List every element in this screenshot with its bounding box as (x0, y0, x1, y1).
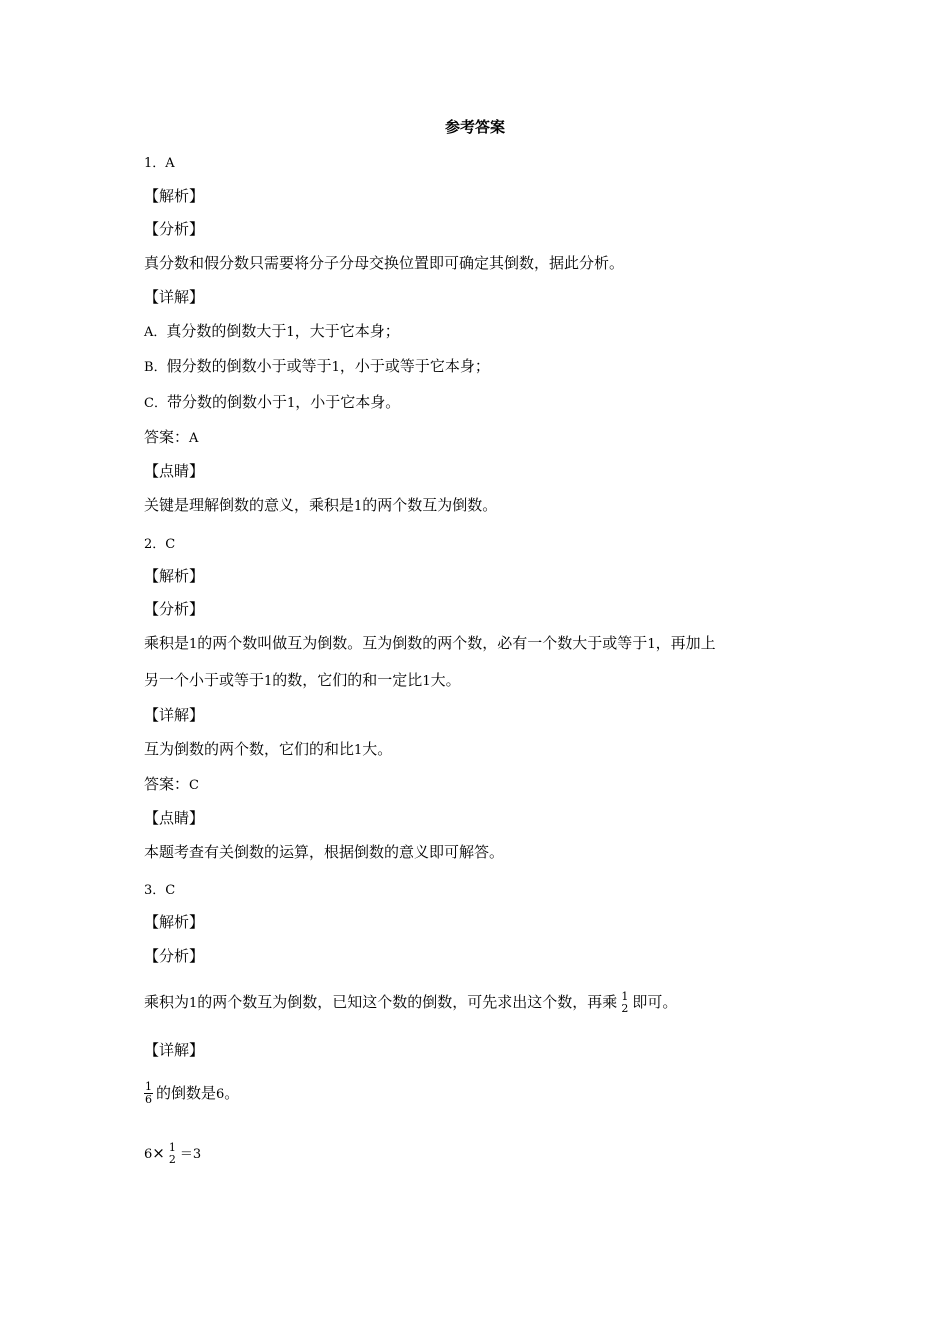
q3-xiangjie: 【详解】 (144, 1041, 205, 1059)
q1-option-a-text2: ，大于它本身； (294, 322, 400, 340)
q1-xiangjie: 【详解】 (144, 288, 205, 306)
q1-answer-value: A (189, 431, 199, 446)
q3-a2: 的两个数互为倒数，已知这个数的倒数，可先求出这个数，再乘 (197, 993, 618, 1011)
q3-d2-times: × (152, 1144, 165, 1162)
q1-comment-one: 1 (354, 499, 363, 514)
q2-sep: ． (152, 537, 166, 552)
q3-d1-end: 。 (224, 1084, 240, 1102)
q1-option-b-text1: 假分数的倒数小于或等于 (166, 357, 332, 375)
q3-frac-den: 2 (621, 1001, 629, 1015)
q3-d1-frac-num: 1 (145, 1080, 152, 1093)
q2-fenxi: 【分析】 (144, 600, 205, 618)
q1-analysis: 真分数和假分数只需要将分子分母交换位置即可确定其倒数，据此分析。 (144, 254, 625, 272)
q3-d1-fraction (144, 1081, 153, 1106)
q3-a1-one: 1 (189, 996, 198, 1011)
q1-comment-text1: 关键是理解倒数的意义，乘积是 (144, 496, 355, 514)
q1-option-a (144, 320, 400, 344)
q2-b3: 大。 (430, 671, 461, 689)
q1-dianjing: 【点睛】 (144, 462, 205, 480)
q3-heading (144, 878, 175, 902)
q3-d2-result: 3 (192, 1147, 202, 1162)
q1-option-c-label: C (144, 396, 154, 411)
q2-b2-one: 1 (422, 674, 431, 689)
q3-a3: 即可。 (632, 993, 678, 1011)
q2-a1-one: 1 (189, 637, 198, 652)
q1-option-b-sep: ． (153, 360, 167, 375)
q2-answer: C (165, 537, 176, 552)
q3-jiexi: 【解析】 (144, 913, 205, 931)
q3-analysis (144, 978, 677, 1026)
q1-option-b (144, 355, 490, 379)
q1-option-b-text2: ，小于或等于它本身； (339, 357, 490, 375)
q1-option-a-text1: 真分数的倒数大于 (166, 322, 287, 340)
q2-xiangjie: 【详解】 (144, 706, 205, 724)
q3-answer: C (165, 883, 176, 898)
q3-detail-line2 (144, 1130, 201, 1176)
q2-heading (144, 532, 175, 556)
q1-option-b-one: 1 (331, 360, 340, 375)
q3-fraction-half (620, 991, 629, 1015)
q3-d1-text: 的倒数是 (156, 1084, 217, 1102)
q3-sep: ． (152, 883, 166, 898)
q1-option-c-sep: ． (153, 396, 167, 411)
q1-option-c-text1: 带分数的倒数小于 (166, 393, 287, 411)
q2-dianjing: 【点睛】 (144, 809, 205, 827)
q3-fenxi: 【分析】 (144, 947, 205, 965)
q1-option-c (144, 391, 400, 415)
q1-option-a-one: 1 (286, 325, 295, 340)
q2-answer-line (144, 773, 199, 797)
q3-d1-frac-den: 6 (145, 1093, 152, 1106)
q2-b2: 的数，它们的和一定比 (272, 671, 423, 689)
q3-number: 3 (144, 883, 153, 898)
q2-a2: 的两个数叫做互为倒数。互为倒数的两个数，必有一个数大于或等于 (197, 634, 648, 652)
q3-d2-six: 6 (144, 1147, 153, 1162)
q1-option-c-one: 1 (286, 396, 296, 411)
q3-d2-frac-num: 1 (168, 1140, 176, 1154)
q2-analysis-line1 (144, 632, 716, 656)
q3-d2-fraction (168, 1142, 177, 1166)
q3-d1-value: 6 (216, 1087, 225, 1102)
q1-option-b-label: B (144, 360, 154, 375)
q1-fenxi: 【分析】 (144, 220, 205, 238)
page-title: 参考答案 (444, 118, 505, 136)
q1-comment (144, 494, 497, 518)
q3-d2-eq: ＝ (179, 1147, 193, 1162)
q1-option-c-text2: ，小于它本身。 (295, 393, 401, 411)
q1-jiexi: 【解析】 (144, 187, 205, 205)
q2-answer-value: C (189, 778, 199, 793)
q1-option-a-sep: ． (153, 325, 167, 340)
q2-a2-one: 1 (647, 637, 656, 652)
q1-option-a-label: A (144, 325, 154, 340)
q3-a1: 乘积为 (144, 993, 190, 1011)
q2-detail2: 大。 (362, 740, 393, 758)
q2-answer-label: 答案： (144, 775, 190, 793)
q2-comment: 本题考查有关倒数的运算，根据倒数的意义即可解答。 (144, 843, 505, 861)
q2-a3: ，再加上 (655, 634, 716, 652)
q1-comment-text2: 的两个数互为倒数。 (362, 496, 498, 514)
q2-b1-one: 1 (264, 674, 273, 689)
q2-jiexi: 【解析】 (144, 567, 205, 585)
q2-number: 2 (144, 537, 153, 552)
q1-answer-line (144, 426, 198, 450)
q3-d2-frac-den: 2 (168, 1152, 176, 1166)
q2-analysis-line2 (144, 669, 461, 693)
q1-number: 1 (144, 156, 153, 171)
q3-frac-num: 1 (621, 989, 629, 1003)
q2-b1: 另一个小于或等于 (144, 671, 265, 689)
q2-a1: 乘积是 (144, 634, 190, 652)
q2-detail-one: 1 (354, 743, 363, 758)
q1-answer: A (165, 156, 175, 171)
q2-detail (144, 738, 392, 762)
q3-detail-line1 (144, 1070, 239, 1116)
q1-sep: ． (152, 156, 166, 171)
q2-detail1: 互为倒数的两个数，它们的和比 (144, 740, 355, 758)
q1-heading (144, 151, 175, 175)
q1-answer-label: 答案： (144, 428, 190, 446)
